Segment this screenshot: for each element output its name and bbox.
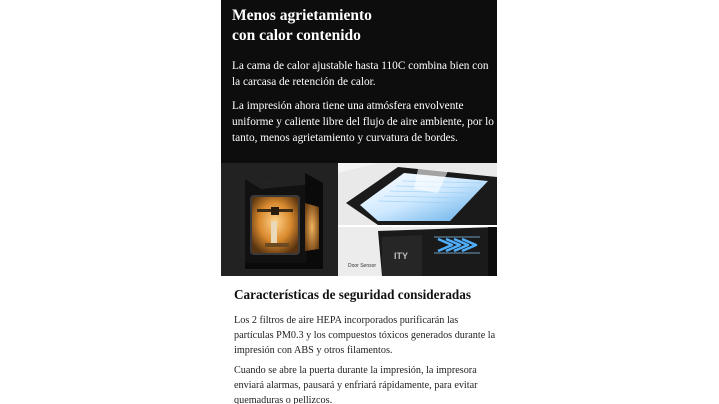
safety-section-title: Características de seguridad consideradas [234,287,471,302]
door-sensor-photo [338,227,497,276]
heat-retention-section [221,0,497,163]
heat-paragraph-2: La impresión ahora tiene una atmósfera envolvente uniforme y caliente libre del flujo de aire ambiente, por lo tanto, menos agrietamiento y curvatura de bordes. [232,100,494,144]
hepa-filter-photo [338,163,497,225]
heat-title-line-2: con calor contenido [232,27,361,44]
content-column [221,0,497,404]
safety-paragraph-2: Cuando se abre la puerta durante la impresión, la impresora enviará alarmas, pausará y enfriará rápidamente, para evitar quemaduras o pellizcos. [234,365,478,404]
product-images [221,163,497,276]
heat-paragraph-1: La cama de calor ajustable hasta 110C combina bien con la carcasa de retención de calor. [232,60,489,88]
hepa-filter-illustration [338,163,497,225]
printer-photo [221,163,338,276]
partial-logo-text: ITY [394,251,409,261]
door-sensor-label: Door Sensor [348,263,377,269]
safety-paragraph-1: Los 2 filtros de aire HEPA incorporados purificarán las partículas PM0.3 y los compuestos tóxicos generados durante la impresión con ABS y otros filamentos. [234,315,496,356]
printer-illustration [221,163,338,276]
heat-title-line-1: Menos agrietamiento [232,7,372,24]
door-sensor-illustration [338,227,497,276]
heat-section-title [232,6,490,46]
